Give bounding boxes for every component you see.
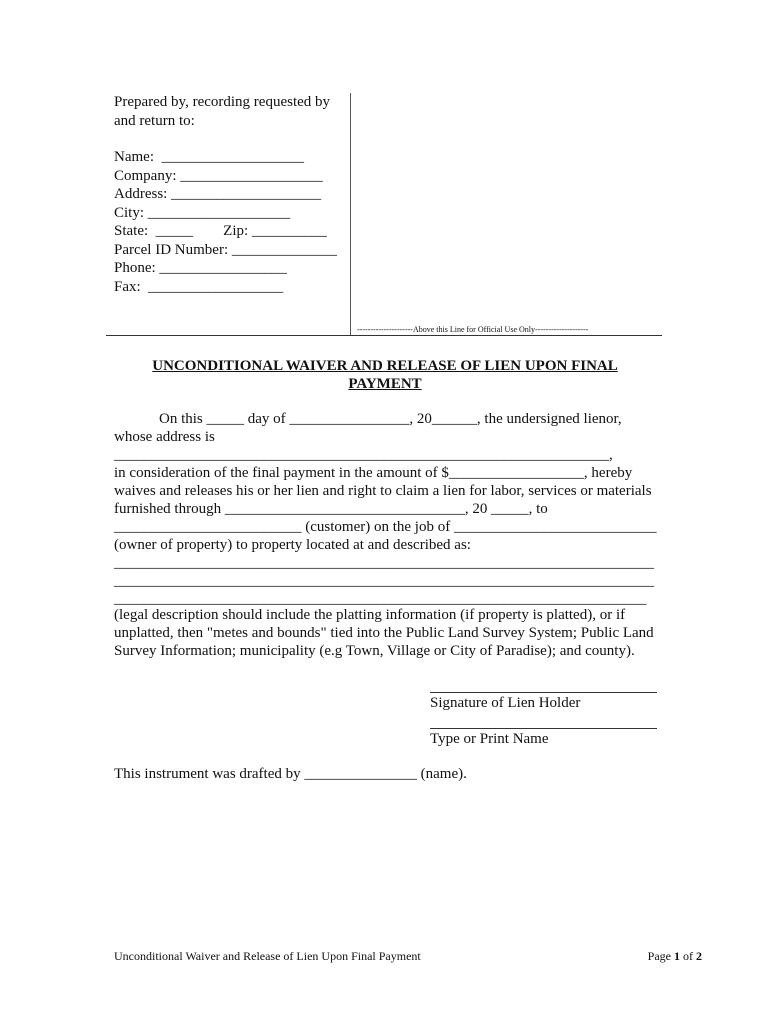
legal-description-note bbox=[114, 606, 662, 660]
official-use-line: ---------------------Above this Line for Official Use Only-------------------- bbox=[357, 325, 589, 334]
print-name-line[interactable] bbox=[430, 728, 657, 729]
footer-title: Unconditional Waiver and Release of Lien Upon Final Payment bbox=[114, 949, 421, 963]
parcel-id-field[interactable]: Parcel ID Number: ______________ bbox=[114, 241, 337, 258]
title-line2: PAYMENT bbox=[348, 376, 422, 392]
city-field[interactable]: City: ___________________ bbox=[114, 204, 291, 221]
title-line1: UNCONDITIONAL WAIVER AND RELEASE OF LIEN UPON FINAL bbox=[152, 358, 618, 374]
signature-label: Signature of Lien Holder bbox=[430, 695, 581, 711]
horizontal-divider bbox=[106, 335, 662, 336]
furnished-through-line[interactable]: furnished through ________________________________, 20 _____, to bbox=[114, 501, 548, 517]
body-line[interactable]: On this _____ day of ________________, 20______, the undersigned lienor, bbox=[159, 411, 622, 427]
document-title bbox=[114, 357, 656, 393]
state-zip-field[interactable]: State: _____ Zip: __________ bbox=[114, 223, 327, 239]
prepared-by-line2: and return to: bbox=[114, 112, 195, 129]
page-total: 2 bbox=[696, 949, 702, 963]
legal-line: (legal description should include the platting information (if property is platted), or if bbox=[114, 607, 626, 623]
description-blank-line[interactable]: ________________________________________________________________________ bbox=[114, 555, 654, 571]
customer-job-line[interactable]: _________________________ (customer) on the job of ___________________________ bbox=[114, 519, 657, 535]
legal-line: Survey Information; municipality (e.g Town, Village or City of Paradise); and county). bbox=[114, 643, 635, 659]
name-field[interactable]: Name: ___________________ bbox=[114, 149, 304, 165]
print-name-label: Type or Print Name bbox=[430, 731, 549, 747]
address-field[interactable]: Address: ____________________ bbox=[114, 186, 322, 202]
prepared-by-line1: Prepared by, recording requested by bbox=[114, 94, 331, 110]
page-indicator bbox=[648, 949, 702, 964]
drafted-by-line[interactable]: This instrument was drafted by _______________ (name). bbox=[114, 766, 467, 782]
company-field[interactable]: Company: ___________________ bbox=[114, 167, 323, 184]
fax-field[interactable]: Fax: __________________ bbox=[114, 278, 284, 295]
body-line: waives and releases his or her lien and right to claim a lien for labor, services or materials bbox=[114, 483, 652, 499]
vertical-divider bbox=[350, 93, 351, 335]
waiver-body bbox=[114, 410, 662, 608]
address-blank-line[interactable]: __________________________________________________________________, bbox=[114, 447, 613, 463]
body-line: whose address is bbox=[114, 429, 215, 445]
signature-line[interactable] bbox=[430, 692, 657, 693]
payment-amount-line[interactable]: in consideration of the final payment in the amount of $__________________, hereby bbox=[114, 465, 633, 481]
page-word: Page bbox=[647, 949, 671, 963]
preparer-block bbox=[114, 93, 350, 296]
body-line: (owner of property) to property located at and described as: bbox=[114, 537, 471, 553]
description-blank-line[interactable]: _______________________________________________________________________ bbox=[114, 591, 647, 607]
phone-field[interactable]: Phone: _________________ bbox=[114, 260, 287, 276]
legal-line: unplatted, then "metes and bounds" tied into the Public Land Survey System; Public Land bbox=[114, 625, 654, 641]
of-word: of bbox=[683, 949, 693, 963]
page-number: 1 bbox=[674, 949, 680, 963]
description-blank-line[interactable]: ________________________________________________________________________ bbox=[114, 573, 654, 589]
